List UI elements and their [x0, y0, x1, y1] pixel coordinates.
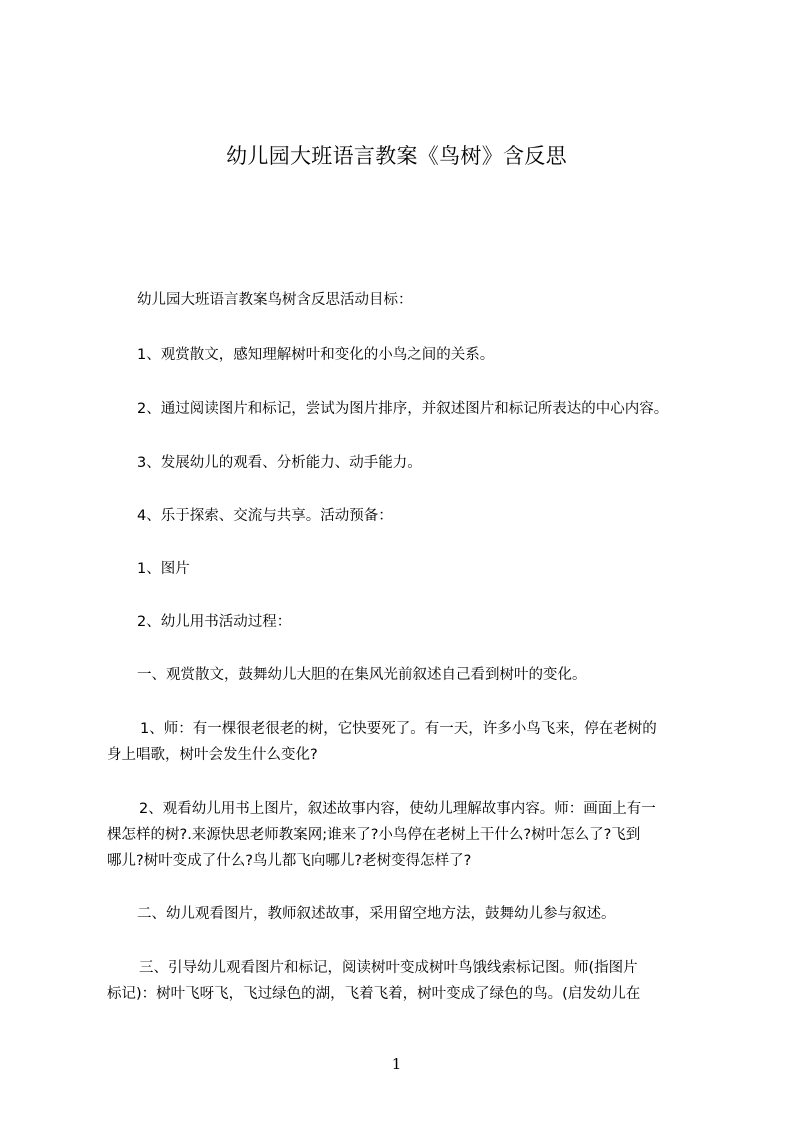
- process-step-1-sub-1-line-2: 身上唱歌，树叶会发生什么变化?: [107, 747, 318, 763]
- process-step-1-sub-2-line-1: 2、观看幼儿用书上图片，叙述故事内容，使幼儿理解故事内容。师：画面上有一: [139, 801, 656, 817]
- process-step-3-line-1: 三、引导幼儿观看图片和标记，阅读树叶变成树叶鸟饿线索标记图。师(指图片: [139, 960, 638, 976]
- process-step-1-sub-1-line-1: 1、师：有一棵很老很老的树，它快要死了。有一天，许多小鸟飞来，停在老树的: [140, 721, 657, 737]
- document-title: 幼儿园大班语言教案《鸟树》含反思: [226, 144, 567, 168]
- process-step-1-sub-2-line-2: 棵怎样的树?.来源快思老师教案网;谁来了?小鸟停在老树上干什么?树叶怎么了?飞到: [107, 827, 641, 843]
- process-step-1-sub-2-line-3: 哪儿?树叶变成了什么?鸟儿都飞向哪儿?老树变得怎样了?: [107, 853, 472, 869]
- prep-item-2: 2、幼儿用书活动过程：: [137, 614, 292, 630]
- process-step-1-heading: 一、观赏散文，鼓舞幼儿大胆的在集风光前叙述自己看到树叶的变化。: [137, 667, 587, 683]
- goal-item-4: 4、乐于探索、交流与共享。活动预备：: [137, 508, 393, 524]
- intro-paragraph: 幼儿园大班语言教案鸟树含反思活动目标：: [137, 292, 413, 308]
- process-step-3-line-2: 标记)：树叶飞呀飞，飞过绿色的湖，飞着飞着，树叶变成了绿色的鸟。(启发幼儿在: [107, 986, 641, 1002]
- page-number: 1: [391, 1055, 402, 1073]
- goal-item-2: 2、通过阅读图片和标记，尝试为图片排序，并叙述图片和标记所表达的中心内容。: [137, 401, 669, 417]
- goal-item-3: 3、发展幼儿的观看、分析能力、动手能力。: [137, 455, 422, 471]
- goal-item-1: 1、观赏散文，感知理解树叶和变化的小鸟之间的关系。: [137, 347, 495, 363]
- process-step-2-heading: 二、幼儿观看图片，教师叙述故事，采用留空地方法，鼓舞幼儿参与叙述。: [137, 906, 616, 922]
- prep-item-1: 1、图片: [137, 561, 190, 577]
